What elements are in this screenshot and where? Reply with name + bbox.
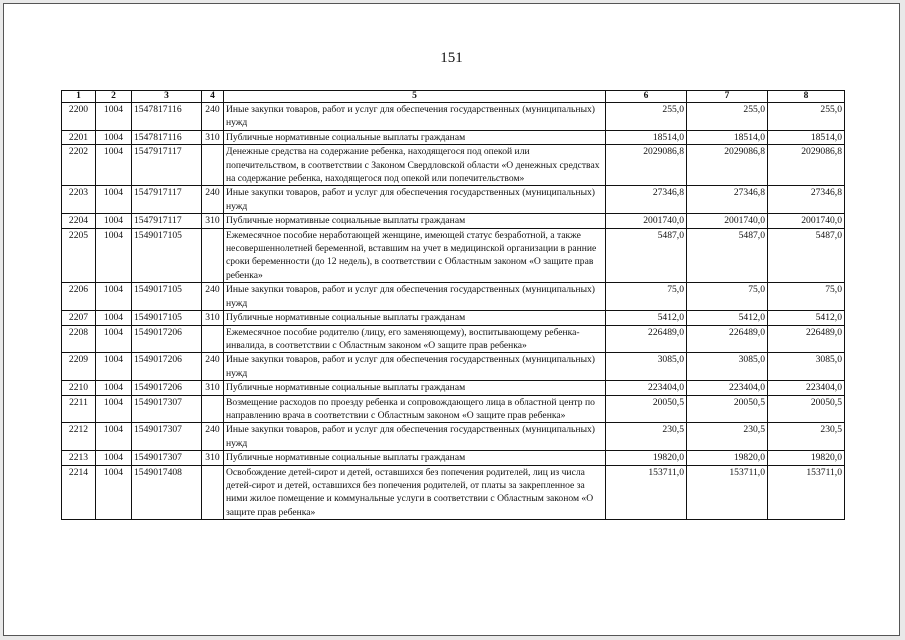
amount-cell-col8: 2001740,0 — [768, 214, 845, 228]
section-code-cell: 1004 — [96, 395, 132, 423]
amount-cell-col6: 226489,0 — [606, 325, 687, 353]
amount-cell-col7: 153711,0 — [687, 465, 768, 520]
table-header-row — [62, 91, 845, 103]
row-number-cell: 2206 — [62, 283, 96, 311]
section-code-cell: 1004 — [96, 103, 132, 131]
column-header: 7 — [687, 91, 768, 103]
target-code-cell: 1549017206 — [132, 325, 202, 353]
row-number-cell: 2202 — [62, 145, 96, 186]
target-code-cell: 1547817116 — [132, 130, 202, 144]
table-row — [62, 130, 845, 144]
amount-cell-col7: 27346,8 — [687, 186, 768, 214]
row-number-cell: 2203 — [62, 186, 96, 214]
amount-cell-col6: 5487,0 — [606, 228, 687, 283]
expense-type-cell — [202, 145, 224, 186]
amount-cell-col7: 5412,0 — [687, 311, 768, 325]
target-code-cell: 1547817116 — [132, 103, 202, 131]
target-code-cell: 1547917117 — [132, 145, 202, 186]
amount-cell-col6: 255,0 — [606, 103, 687, 131]
section-code-cell: 1004 — [96, 283, 132, 311]
amount-cell-col6: 18514,0 — [606, 130, 687, 144]
target-code-cell: 1549017408 — [132, 465, 202, 520]
amount-cell-col6: 75,0 — [606, 283, 687, 311]
item-name-cell: Иные закупки товаров, работ и услуг для обеспечения государственных (муниципальных) нужд — [224, 186, 606, 214]
table-row — [62, 465, 845, 520]
target-code-cell: 1549017307 — [132, 451, 202, 465]
amount-cell-col7: 230,5 — [687, 423, 768, 451]
amount-cell-col7: 2029086,8 — [687, 145, 768, 186]
item-name-cell: Публичные нормативные социальные выплаты гражданам — [224, 311, 606, 325]
target-code-cell: 1549017206 — [132, 353, 202, 381]
section-code-cell: 1004 — [96, 353, 132, 381]
amount-cell-col6: 19820,0 — [606, 451, 687, 465]
row-number-cell: 2212 — [62, 423, 96, 451]
expense-type-cell: 240 — [202, 103, 224, 131]
amount-cell-col8: 19820,0 — [768, 451, 845, 465]
amount-cell-col6: 3085,0 — [606, 353, 687, 381]
target-code-cell: 1549017206 — [132, 381, 202, 395]
amount-cell-col6: 223404,0 — [606, 381, 687, 395]
amount-cell-col8: 3085,0 — [768, 353, 845, 381]
expense-type-cell: 310 — [202, 381, 224, 395]
section-code-cell: 1004 — [96, 186, 132, 214]
amount-cell-col8: 5412,0 — [768, 311, 845, 325]
amount-cell-col7: 18514,0 — [687, 130, 768, 144]
item-name-cell: Иные закупки товаров, работ и услуг для обеспечения государственных (муниципальных) нужд — [224, 353, 606, 381]
table-row — [62, 381, 845, 395]
expense-type-cell: 240 — [202, 423, 224, 451]
page-number: 151 — [440, 50, 463, 66]
target-code-cell: 1549017105 — [132, 283, 202, 311]
amount-cell-col7: 19820,0 — [687, 451, 768, 465]
amount-cell-col8: 27346,8 — [768, 186, 845, 214]
item-name-cell: Публичные нормативные социальные выплаты гражданам — [224, 214, 606, 228]
expense-type-cell: 240 — [202, 186, 224, 214]
item-name-cell: Ежемесячное пособие неработающей женщине, имеющей статус безработной, а также несовершеннолетней беременной, вставшим на учет в медицинской организации в ранние сроки беременности (до 12 недель), в соответствии с Областным законом «О защите прав ребенка» — [224, 228, 606, 283]
row-number-cell: 2201 — [62, 130, 96, 144]
section-code-cell: 1004 — [96, 381, 132, 395]
item-name-cell: Публичные нормативные социальные выплаты гражданам — [224, 130, 606, 144]
target-code-cell: 1547917117 — [132, 186, 202, 214]
target-code-cell: 1547917117 — [132, 214, 202, 228]
table-row — [62, 325, 845, 353]
table-row — [62, 283, 845, 311]
column-header: 1 — [62, 91, 96, 103]
amount-cell-col8: 18514,0 — [768, 130, 845, 144]
amount-cell-col6: 2029086,8 — [606, 145, 687, 186]
amount-cell-col6: 5412,0 — [606, 311, 687, 325]
column-header: 4 — [202, 91, 224, 103]
table-row — [62, 214, 845, 228]
row-number-cell: 2200 — [62, 103, 96, 131]
section-code-cell: 1004 — [96, 325, 132, 353]
table-row — [62, 186, 845, 214]
amount-cell-col7: 226489,0 — [687, 325, 768, 353]
table-row — [62, 228, 845, 283]
expense-type-cell: 310 — [202, 130, 224, 144]
budget-table — [61, 90, 845, 520]
row-number-cell: 2205 — [62, 228, 96, 283]
target-code-cell: 1549017105 — [132, 311, 202, 325]
item-name-cell: Публичные нормативные социальные выплаты гражданам — [224, 381, 606, 395]
section-code-cell: 1004 — [96, 145, 132, 186]
column-header: 5 — [224, 91, 606, 103]
item-name-cell: Ежемесячное пособие родителю (лицу, его заменяющему), воспитывающему ребенка-инвалида, в соответствии с Областным законом «О защите прав ребенка» — [224, 325, 606, 353]
row-number-cell: 2204 — [62, 214, 96, 228]
amount-cell-col6: 153711,0 — [606, 465, 687, 520]
expense-type-cell — [202, 465, 224, 520]
target-code-cell: 1549017307 — [132, 395, 202, 423]
item-name-cell: Освобождение детей-сирот и детей, оставшихся без попечения родителей, лиц из числа детей-сирот и детей, оставшихся без попечения родителей, от платы за закрепленное за ними жилое помещение и коммунальные услуги в соответствии с Областным законом «О защите прав ребенка» — [224, 465, 606, 520]
expense-type-cell — [202, 325, 224, 353]
item-name-cell: Денежные средства на содержание ребенка, находящегося под опекой или попечительством, в соответствии с Законом Свердловской области «О денежных средствах на содержание ребенка, находящегося под опекой или попечительством» — [224, 145, 606, 186]
column-header: 3 — [132, 91, 202, 103]
table-body — [62, 103, 845, 520]
item-name-cell: Иные закупки товаров, работ и услуг для обеспечения государственных (муниципальных) нужд — [224, 103, 606, 131]
expense-type-cell: 310 — [202, 311, 224, 325]
amount-cell-col6: 230,5 — [606, 423, 687, 451]
table-row — [62, 395, 845, 423]
table-row — [62, 103, 845, 131]
item-name-cell: Иные закупки товаров, работ и услуг для обеспечения государственных (муниципальных) нужд — [224, 423, 606, 451]
row-number-cell: 2210 — [62, 381, 96, 395]
section-code-cell: 1004 — [96, 465, 132, 520]
item-name-cell: Возмещение расходов по проезду ребенка и сопровождающего лица в областной центр по направлению врача в соответствии с Областным законом «О защите прав ребенка» — [224, 395, 606, 423]
amount-cell-col8: 226489,0 — [768, 325, 845, 353]
amount-cell-col8: 75,0 — [768, 283, 845, 311]
amount-cell-col7: 223404,0 — [687, 381, 768, 395]
section-code-cell: 1004 — [96, 214, 132, 228]
section-code-cell: 1004 — [96, 423, 132, 451]
amount-cell-col7: 2001740,0 — [687, 214, 768, 228]
amount-cell-col7: 5487,0 — [687, 228, 768, 283]
amount-cell-col8: 255,0 — [768, 103, 845, 131]
amount-cell-col7: 20050,5 — [687, 395, 768, 423]
row-number-cell: 2207 — [62, 311, 96, 325]
section-code-cell: 1004 — [96, 130, 132, 144]
target-code-cell: 1549017307 — [132, 423, 202, 451]
amount-cell-col6: 20050,5 — [606, 395, 687, 423]
row-number-cell: 2211 — [62, 395, 96, 423]
amount-cell-col8: 20050,5 — [768, 395, 845, 423]
amount-cell-col8: 5487,0 — [768, 228, 845, 283]
row-number-cell: 2209 — [62, 353, 96, 381]
amount-cell-col7: 75,0 — [687, 283, 768, 311]
document-page — [3, 3, 900, 636]
row-number-cell: 2213 — [62, 451, 96, 465]
amount-cell-col8: 2029086,8 — [768, 145, 845, 186]
expense-type-cell: 310 — [202, 451, 224, 465]
section-code-cell: 1004 — [96, 228, 132, 283]
table-row — [62, 451, 845, 465]
row-number-cell: 2208 — [62, 325, 96, 353]
section-code-cell: 1004 — [96, 451, 132, 465]
expense-type-cell: 240 — [202, 353, 224, 381]
expense-type-cell: 310 — [202, 214, 224, 228]
column-header: 6 — [606, 91, 687, 103]
expense-type-cell: 240 — [202, 283, 224, 311]
expense-type-cell — [202, 395, 224, 423]
table-row — [62, 145, 845, 186]
item-name-cell: Иные закупки товаров, работ и услуг для обеспечения государственных (муниципальных) нужд — [224, 283, 606, 311]
target-code-cell: 1549017105 — [132, 228, 202, 283]
amount-cell-col8: 223404,0 — [768, 381, 845, 395]
amount-cell-col7: 3085,0 — [687, 353, 768, 381]
expense-type-cell — [202, 228, 224, 283]
column-header: 2 — [96, 91, 132, 103]
amount-cell-col6: 27346,8 — [606, 186, 687, 214]
table-row — [62, 423, 845, 451]
section-code-cell: 1004 — [96, 311, 132, 325]
amount-cell-col8: 230,5 — [768, 423, 845, 451]
item-name-cell: Публичные нормативные социальные выплаты гражданам — [224, 451, 606, 465]
amount-cell-col8: 153711,0 — [768, 465, 845, 520]
column-header: 8 — [768, 91, 845, 103]
table-row — [62, 311, 845, 325]
amount-cell-col6: 2001740,0 — [606, 214, 687, 228]
row-number-cell: 2214 — [62, 465, 96, 520]
amount-cell-col7: 255,0 — [687, 103, 768, 131]
table-row — [62, 353, 845, 381]
